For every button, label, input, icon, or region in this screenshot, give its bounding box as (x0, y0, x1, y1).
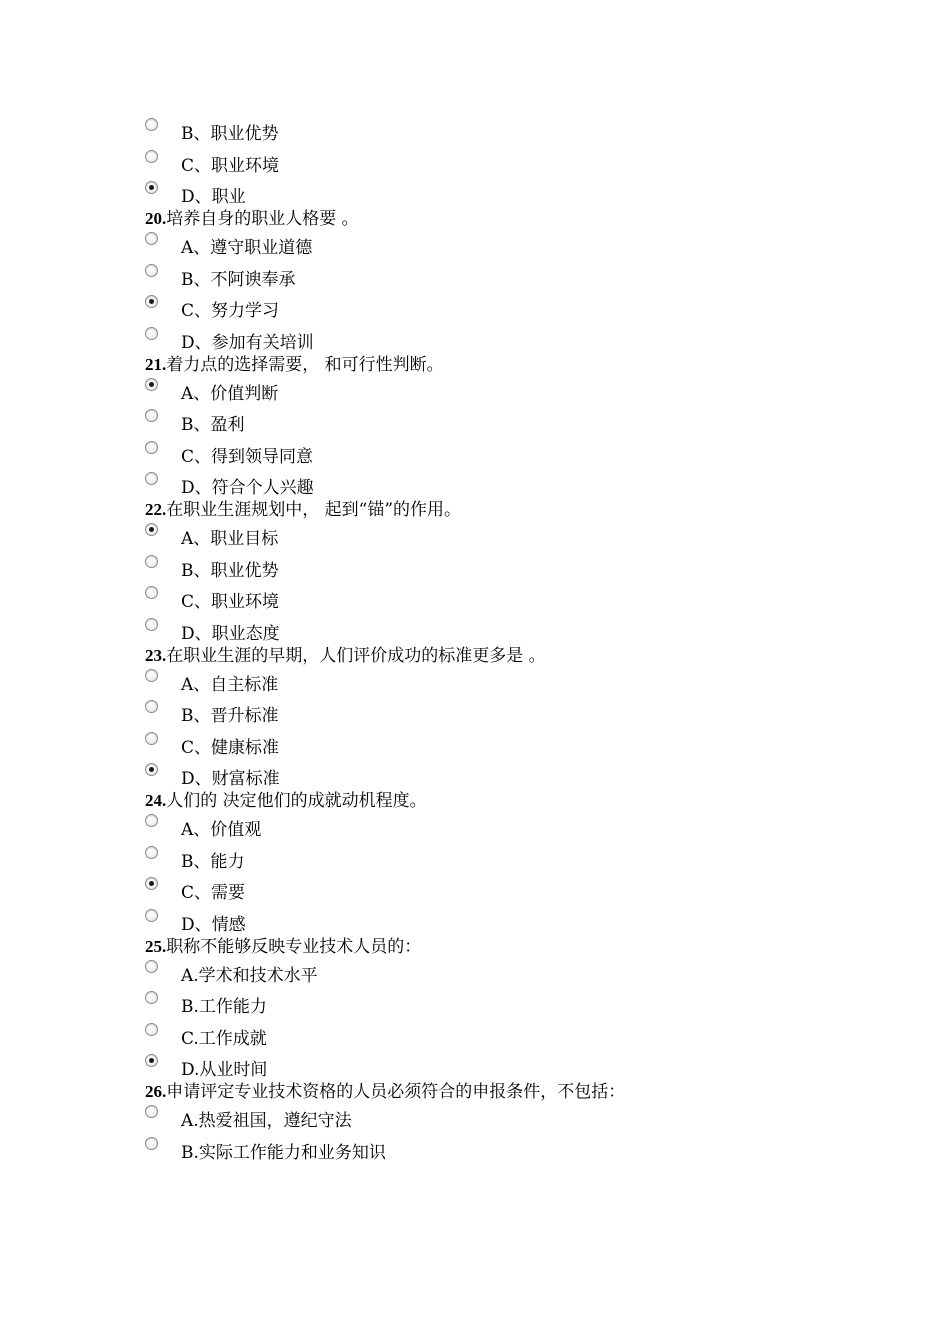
option-label: D、情感 (181, 914, 246, 935)
answer-option[interactable] (145, 618, 745, 648)
question-text (145, 1082, 625, 1102)
answer-option[interactable] (145, 327, 745, 357)
option-label: D、符合个人兴趣 (181, 478, 314, 498)
option-label: C、健康标准 (181, 737, 280, 758)
question-text (145, 209, 359, 229)
question-number: 24. (145, 791, 167, 810)
question-text (145, 355, 444, 375)
question-body: 在职业生涯规划中， 起到“锚”的作用。 (166, 500, 462, 520)
option-label: D、职业 (181, 187, 246, 207)
answer-option[interactable] (145, 991, 745, 1021)
radio-unchecked-icon[interactable] (145, 150, 158, 163)
radio-unchecked-icon[interactable] (145, 814, 158, 827)
answer-option[interactable] (145, 409, 745, 439)
radio-unchecked-icon[interactable] (145, 991, 158, 1004)
question-number: 25. (145, 936, 167, 956)
radio-unchecked-icon[interactable] (145, 1023, 158, 1036)
radio-unchecked-icon[interactable] (145, 909, 158, 922)
option-label: C、努力学习 (181, 301, 280, 321)
radio-unchecked-icon[interactable] (145, 846, 158, 859)
radio-unchecked-icon[interactable] (145, 118, 158, 131)
answer-option[interactable] (145, 378, 745, 408)
option-label: A.学术和技术水平 (181, 965, 318, 986)
radio-unchecked-icon[interactable] (145, 555, 158, 568)
option-label: B、晋升标准 (181, 706, 279, 726)
question-number: 26. (145, 1082, 167, 1101)
answer-option[interactable] (145, 960, 745, 990)
answer-option[interactable] (145, 846, 745, 876)
answer-option[interactable] (145, 181, 745, 211)
question-text (145, 500, 461, 520)
question-body: 培养自身的职业人格要 。 (166, 209, 359, 229)
question-number: 22. (145, 500, 167, 519)
option-label: D.从业时间 (181, 1060, 268, 1080)
answer-option[interactable] (145, 1137, 745, 1167)
option-label: D、职业态度 (181, 623, 280, 644)
option-label: B.工作能力 (181, 997, 267, 1017)
radio-unchecked-icon[interactable] (145, 472, 158, 485)
radio-checked-icon[interactable] (145, 378, 158, 391)
option-label: B.实际工作能力和业务知识 (181, 1142, 386, 1163)
radio-checked-icon[interactable] (145, 181, 158, 194)
answer-option[interactable] (145, 586, 745, 616)
answer-option[interactable] (145, 909, 745, 939)
option-label: B、职业优势 (181, 124, 279, 144)
answer-option[interactable] (145, 150, 745, 180)
radio-checked-icon[interactable] (145, 877, 158, 890)
option-label: C、得到领导同意 (181, 446, 314, 467)
option-label: A、自主标准 (181, 674, 279, 695)
question-text (145, 937, 421, 957)
radio-unchecked-icon[interactable] (145, 700, 158, 713)
answer-option[interactable] (145, 472, 745, 502)
option-label: C、职业环境 (181, 592, 280, 612)
option-label: B、职业优势 (181, 560, 279, 581)
option-label: B、盈利 (181, 415, 245, 435)
answer-option[interactable] (145, 1105, 745, 1135)
answer-option[interactable] (145, 295, 745, 325)
question-text (145, 791, 427, 811)
answer-option[interactable] (145, 732, 745, 762)
option-label: A、价值判断 (181, 383, 279, 404)
radio-unchecked-icon[interactable] (145, 960, 158, 973)
option-label: C.工作成就 (181, 1028, 267, 1049)
radio-unchecked-icon[interactable] (145, 669, 158, 682)
radio-unchecked-icon[interactable] (145, 586, 158, 599)
answer-option[interactable] (145, 814, 745, 844)
answer-option[interactable] (145, 700, 745, 730)
option-label: A、遵守职业道德 (181, 238, 313, 258)
option-label: A、价值观 (181, 820, 262, 840)
question-number: 20. (145, 209, 167, 228)
answer-option[interactable] (145, 1054, 745, 1084)
answer-option[interactable] (145, 523, 745, 553)
answer-option[interactable] (145, 763, 745, 793)
answer-option[interactable] (145, 555, 745, 585)
option-label: B、能力 (181, 851, 245, 872)
radio-checked-icon[interactable] (145, 295, 158, 308)
question-number: 23. (145, 645, 167, 665)
option-label: C、职业环境 (181, 155, 280, 176)
option-label: B、不阿谀奉承 (181, 269, 296, 290)
radio-unchecked-icon[interactable] (145, 327, 158, 340)
question-body: 申请评定专业技术资格的人员必须符合的申报条件，不包括： (166, 1082, 626, 1102)
radio-unchecked-icon[interactable] (145, 732, 158, 745)
radio-checked-icon[interactable] (145, 763, 158, 776)
option-label: C、需要 (181, 883, 246, 903)
radio-checked-icon[interactable] (145, 1054, 158, 1067)
radio-unchecked-icon[interactable] (145, 441, 158, 454)
question-text (145, 646, 546, 666)
radio-unchecked-icon[interactable] (145, 264, 158, 277)
answer-option[interactable] (145, 118, 745, 148)
question-body: 职称不能够反映专业技术人员的： (166, 936, 422, 957)
option-label: A.热爱祖国，遵纪守法 (181, 1111, 352, 1131)
answer-option[interactable] (145, 1023, 745, 1053)
answer-option[interactable] (145, 669, 745, 699)
option-label: A、职业目标 (181, 529, 279, 549)
radio-unchecked-icon[interactable] (145, 618, 158, 631)
radio-unchecked-icon[interactable] (145, 232, 158, 245)
answer-option[interactable] (145, 877, 745, 907)
answer-option[interactable] (145, 232, 745, 262)
radio-unchecked-icon[interactable] (145, 409, 158, 422)
option-label: D、财富标准 (181, 769, 280, 789)
option-label: D、参加有关培训 (181, 332, 314, 353)
question-body: 着力点的选择需要， 和可行性判断。 (166, 354, 444, 375)
question-number: 21. (145, 354, 167, 374)
answer-option[interactable] (145, 441, 745, 471)
radio-unchecked-icon[interactable] (145, 1137, 158, 1150)
question-body: 在职业生涯的早期，人们评价成功的标准更多是 。 (166, 645, 546, 666)
radio-unchecked-icon[interactable] (145, 1105, 158, 1118)
answer-option[interactable] (145, 264, 745, 294)
radio-checked-icon[interactable] (145, 523, 158, 536)
question-body: 人们的 决定他们的成就动机程度。 (166, 791, 427, 811)
